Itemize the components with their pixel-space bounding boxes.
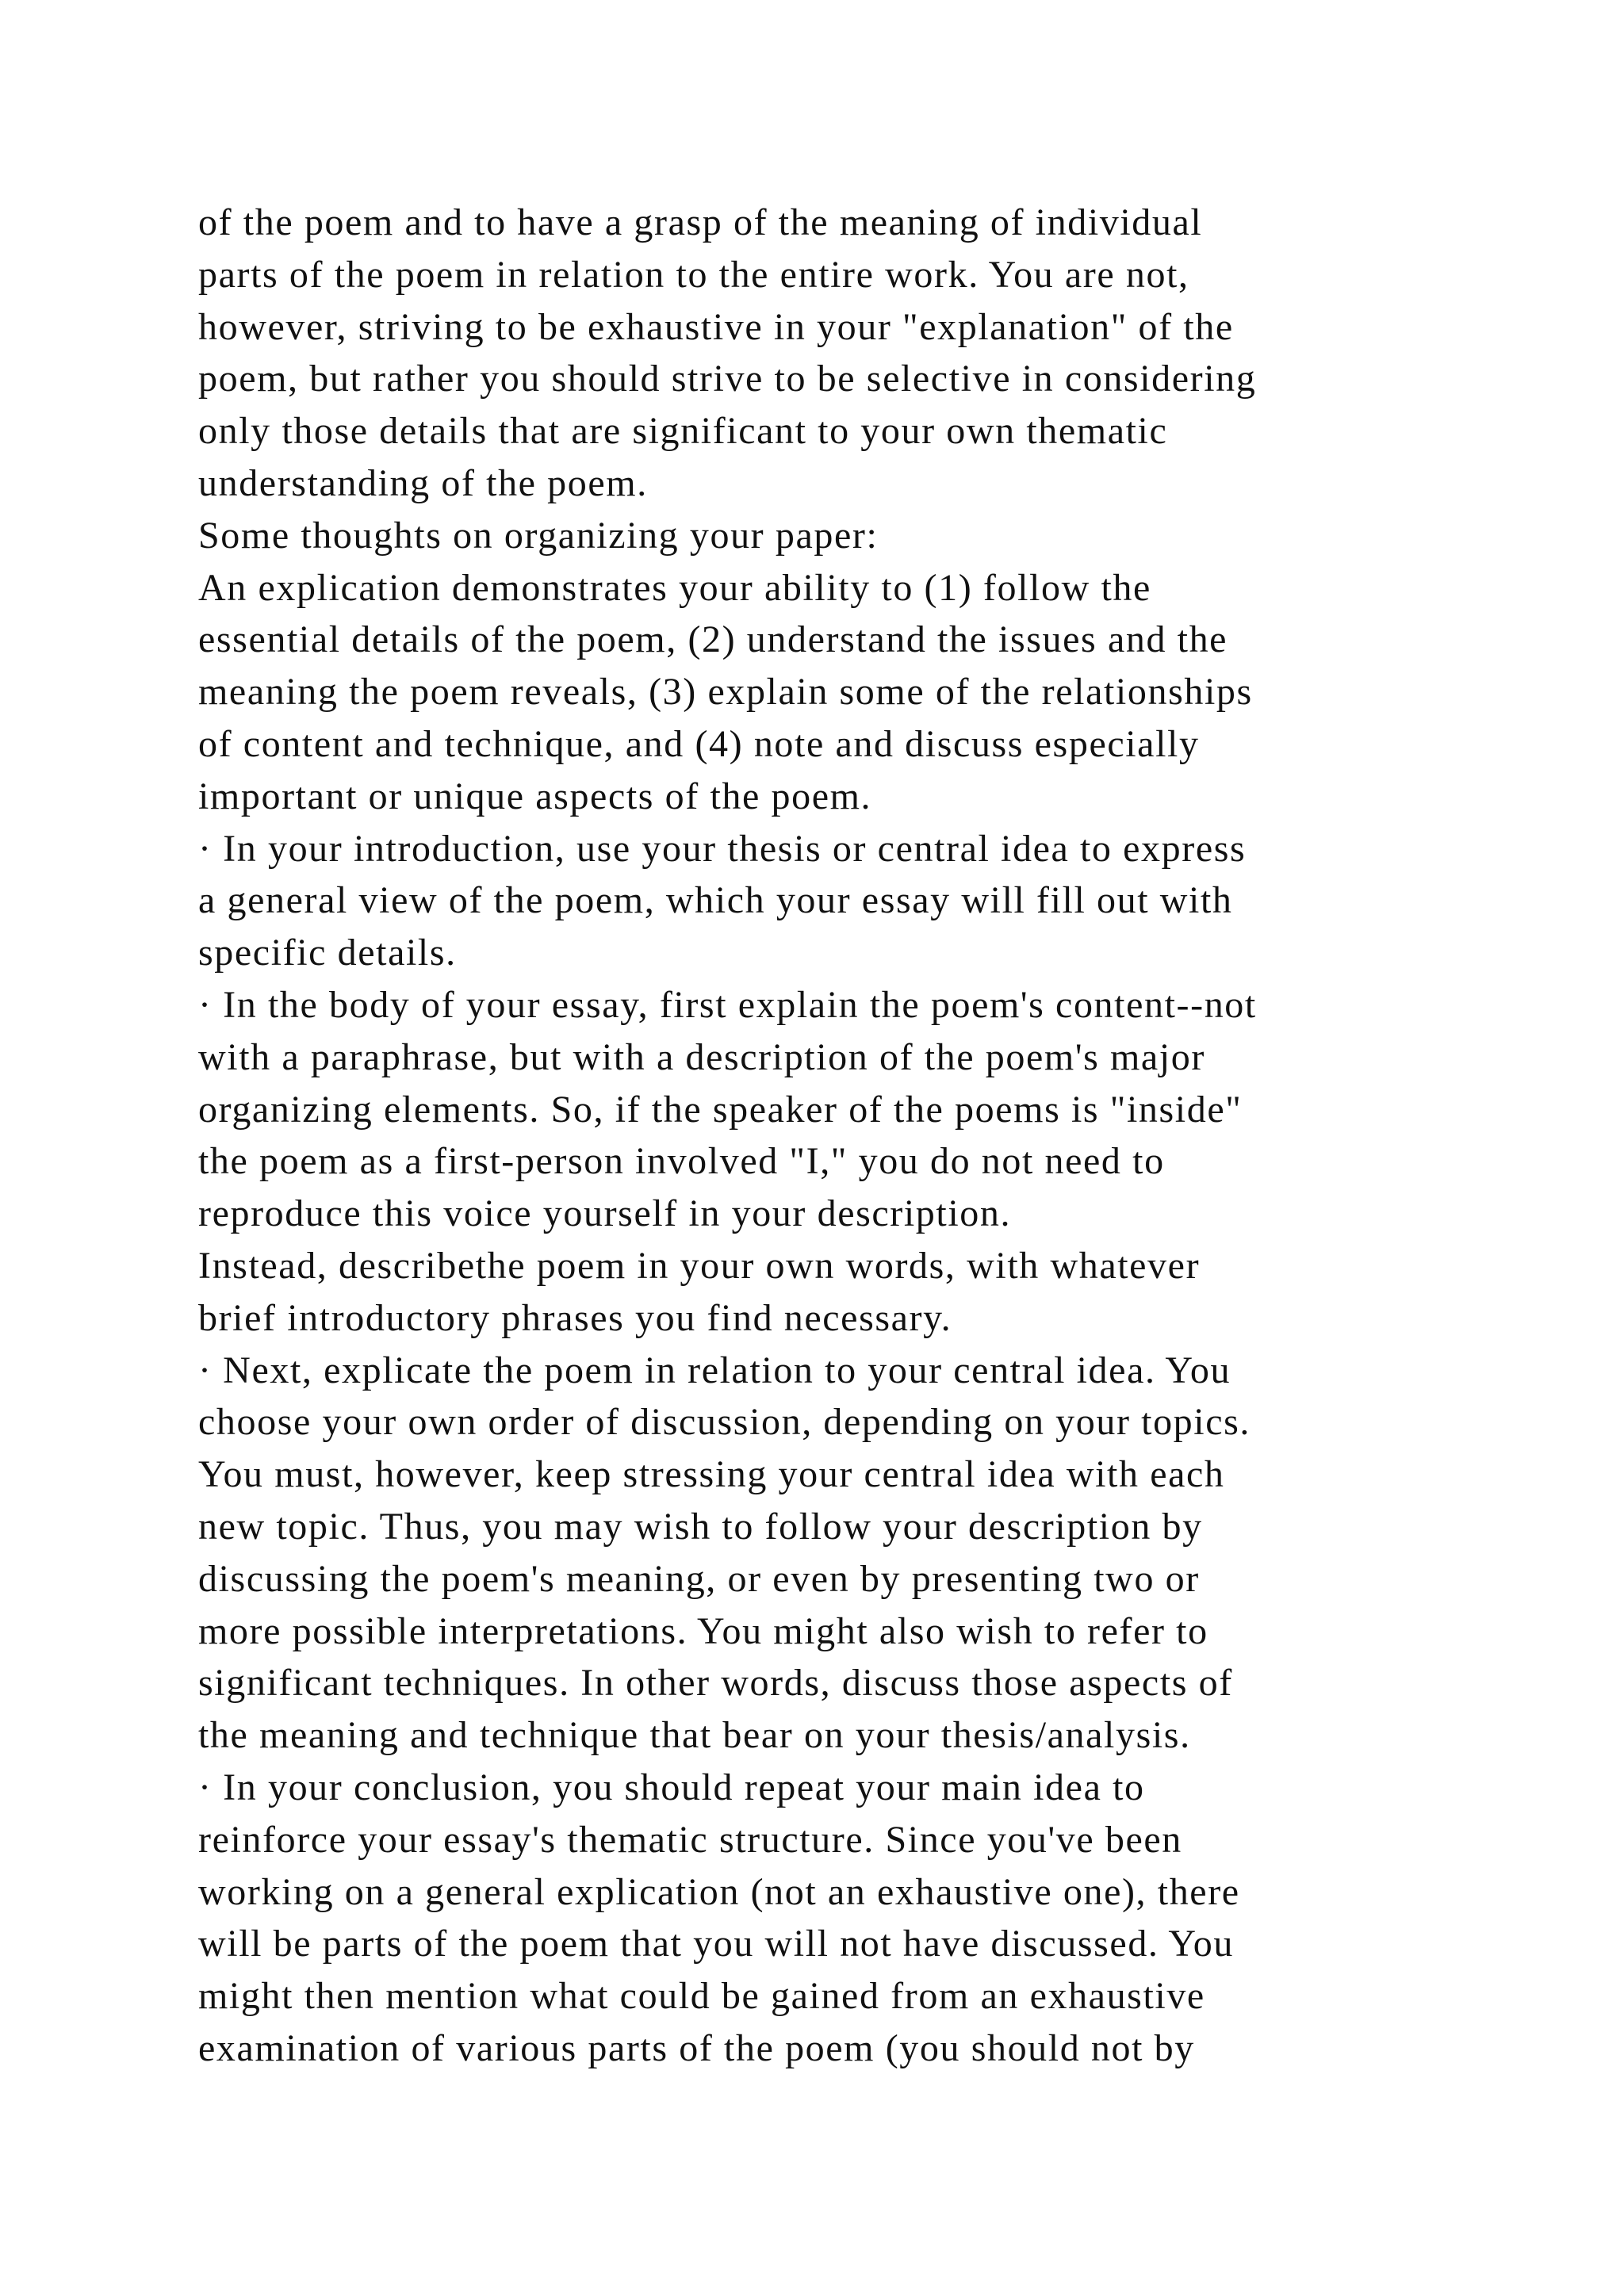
text-line: poem, but rather you should strive to be selective in considering — [198, 358, 1257, 400]
text-line: working on a general explication (not an exhaustive one), there — [198, 1870, 1240, 1913]
body-text — [198, 197, 1467, 2075]
text-line: You must, however, keep stressing your central idea with each — [198, 1453, 1225, 1496]
bullet-line: · Next, explicate the poem in relation to your central idea. You — [198, 1349, 1231, 1391]
text-line: new topic. Thus, you may wish to follow your description by — [198, 1505, 1203, 1548]
text-line: brief introductory phrases you find necessary. — [198, 1296, 952, 1339]
text-line: more possible interpretations. You might also wish to refer to — [198, 1609, 1208, 1652]
text-line: will be parts of the poem that you will not have discussed. You — [198, 1923, 1235, 1965]
text-line: a general view of the poem, which your essay will fill out with — [198, 879, 1233, 922]
text-line: discussing the poem's meaning, or even by presenting two or — [198, 1557, 1200, 1600]
text-line: organizing elements. So, if the speaker of the poems is "inside" — [198, 1088, 1243, 1131]
text-line: reproduce this voice yourself in your description. — [198, 1192, 1012, 1235]
text-line: however, striving to be exhaustive in your "explanation" of the — [198, 305, 1234, 348]
text-line: might then mention what could be gained from an exhaustive — [198, 1975, 1205, 2018]
section-heading: Some thoughts on organizing your paper: — [198, 514, 879, 557]
bullet-line: · In the body of your essay, first explain the poem's content--not — [198, 983, 1257, 1026]
bullet-line: · In your introduction, use your thesis or central idea to express — [198, 827, 1247, 870]
text-line: the poem as a first-person involved "I," you do not need to — [198, 1140, 1165, 1183]
text-line: understanding of the poem. — [198, 461, 648, 504]
text-line: the meaning and technique that bear on your thesis/analysis. — [198, 1714, 1191, 1757]
text-line: of content and technique, and (4) note and discuss especially — [198, 722, 1200, 765]
text-line: An explication demonstrates your ability to (1) follow the — [198, 566, 1151, 609]
text-line: choose your own order of discussion, depending on your topics. — [198, 1401, 1251, 1444]
text-line: important or unique aspects of the poem. — [198, 775, 872, 817]
text-line: only those details that are significant to your own thematic — [198, 410, 1168, 453]
text-line: significant techniques. In other words, discuss those aspects of — [198, 1662, 1233, 1705]
text-line: meaning the poem reveals, (3) explain some of the relationships — [198, 671, 1253, 714]
text-line: examination of various parts of the poem (you should not by — [198, 2026, 1195, 2069]
text-line: Instead, describethe poem in your own words, with whatever — [198, 1244, 1201, 1287]
bullet-line: · In your conclusion, you should repeat your main idea to — [198, 1766, 1145, 1808]
text-line: reinforce your essay's thematic structure. Since you've been — [198, 1818, 1182, 1861]
text-line: parts of the poem in relation to the entire work. You are not, — [198, 253, 1189, 296]
text-line: specific details. — [198, 932, 457, 974]
text-line: of the poem and to have a grasp of the meaning of individual — [198, 201, 1203, 243]
text-line: with a paraphrase, but with a description of the poem's major — [198, 1035, 1205, 1078]
text-line: essential details of the poem, (2) understand the issues and the — [198, 618, 1228, 661]
